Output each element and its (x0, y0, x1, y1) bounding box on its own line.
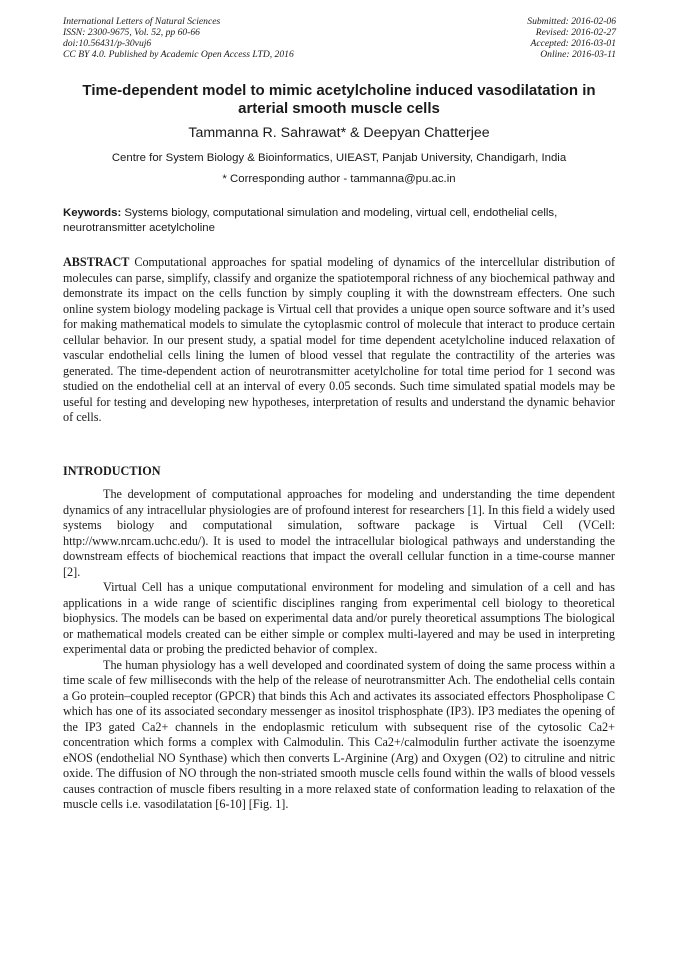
date-online: Online: 2016-03-11 (540, 49, 616, 60)
paper-title-line-2: arterial smooth muscle cells (238, 100, 440, 117)
journal-license: CC BY 4.0. Published by Academic Open Access LTD, 2016 (63, 49, 294, 60)
paper-title-line-1: Time-dependent model to mimic acetylcholine induced vasodilatation in (82, 82, 596, 99)
date-accepted: Accepted: 2016-03-01 (530, 38, 616, 49)
corresponding-author[interactable]: * Corresponding author - tammanna@pu.ac.in (222, 173, 456, 185)
abstract-label: ABSTRACT (63, 255, 130, 269)
keywords-text: Systems biology, computational simulation and modeling, virtual cell, endothelial cells, neurotransmitter acetylcholine (63, 207, 558, 234)
keywords (63, 206, 615, 236)
journal-doi[interactable]: doi:10.56431/p-30vuj6 (63, 38, 152, 49)
introduction-body (63, 487, 615, 813)
journal-issn: ISSN: 2300-9675, Vol. 52, pp 60-66 (63, 27, 200, 38)
intro-paragraph-1: The development of computational approaches for modeling and understanding the time dependent dynamics of any intracellular physiologies are of profound interest for researchers [1]. In this field a widely used systems biology and computational simulation, software package is Virtual Cell (VCell: http://www.nrcam.uchc.edu/). It is used to model the intracellular biological pathways and understanding the downstream effects of biochemical reactions that impact the overall cellular function in a time-course manner [2]. (63, 487, 615, 579)
intro-paragraph-2: Virtual Cell has a unique computational environment for modeling and simulation of a cell and has applications in a wide range of scientific disciplines ranging from experimental cell biology to theoretical biophysics. The models can be based on experimental data and/or purely theoretical assumptions The biological or mathematical models created can be either simple or complex multi-layered and may be used in interpreting experimental data or probing the predicted behavior of complex. (63, 580, 615, 656)
date-revised: Revised: 2016-02-27 (535, 27, 616, 38)
journal-name: International Letters of Natural Sciences (63, 16, 221, 27)
intro-paragraph-3: The human physiology has a well developed and coordinated system of doing the same process within a time scale of few milliseconds with the help of the release of neurotransmitter Ach. The endothelial cells contain a Go protein–coupled receptor (GPCR) that binds this Ach and activates its associated effectors Phospholipase C which has one of its associated secondary messenger as inositol trisphosphate (IP3). IP3 mediates the opening of the IP3 gated Ca2+ channels in the endoplasmic reticulum with subsequent rise of the cytosolic Ca2+ concentration which forms a complex with Calmodulin. This Ca2+/calmodulin further activate the isoenzyme eNOS (endothelial NO Synthase) which then converts L-Arginine (Arg) and Oxygen (O2) to citruline and nitric oxide. The diffusion of NO through the non-striated smooth muscle cells found within the walls of blood vessels causes contraction of muscle fibers resulting in a more relaxed state of conformation leading to relaxation of the muscle cells i.e. vasodilatation [6-10] [Fig. 1]. (63, 657, 615, 811)
date-submitted: Submitted: 2016-02-06 (527, 16, 616, 27)
introduction-heading: INTRODUCTION (63, 464, 161, 478)
paper-title (40, 82, 638, 118)
abstract (63, 255, 615, 426)
authors: Tammanna R. Sahrawat* & Deepyan Chatterjee (188, 125, 490, 141)
affiliation: Centre for System Biology & Bioinformatics, UIEAST, Panjab University, Chandigarh, India (111, 152, 567, 164)
journal-info (63, 16, 294, 60)
submission-dates (527, 16, 616, 60)
keywords-label: Keywords: (63, 207, 122, 219)
abstract-text: Computational approaches for spatial modeling of dynamics of the intercellular distribution of molecules can parse, simplify, classify and organize the spatiotemporal richness of any biochemical pathway and demonstrate its impact on the cells function by simply coupling it with the downstream effecters. One such online system biology modeling package is Virtual cell that provides a unique open source software and it’s used for making mathematical models to simulate the cytoplasmic control of molecule that interact to produce certain cellular behavior. In our present study, a spatial model for time dependent acetylcholine induced relaxation of vascular endothelial cells lining the lumen of blood vessel that regulate the contractility of the arteries was generated. The time-dependent action of neurotransmitter acetylcholine for total time period for 1 second was studied on the endothelial cell at an interval of every 0.05 seconds. Such time simulated spatial models may be useful for testing and developing new hypotheses, interpretation of results and understand the dynamic behavior of cells. (63, 255, 615, 424)
